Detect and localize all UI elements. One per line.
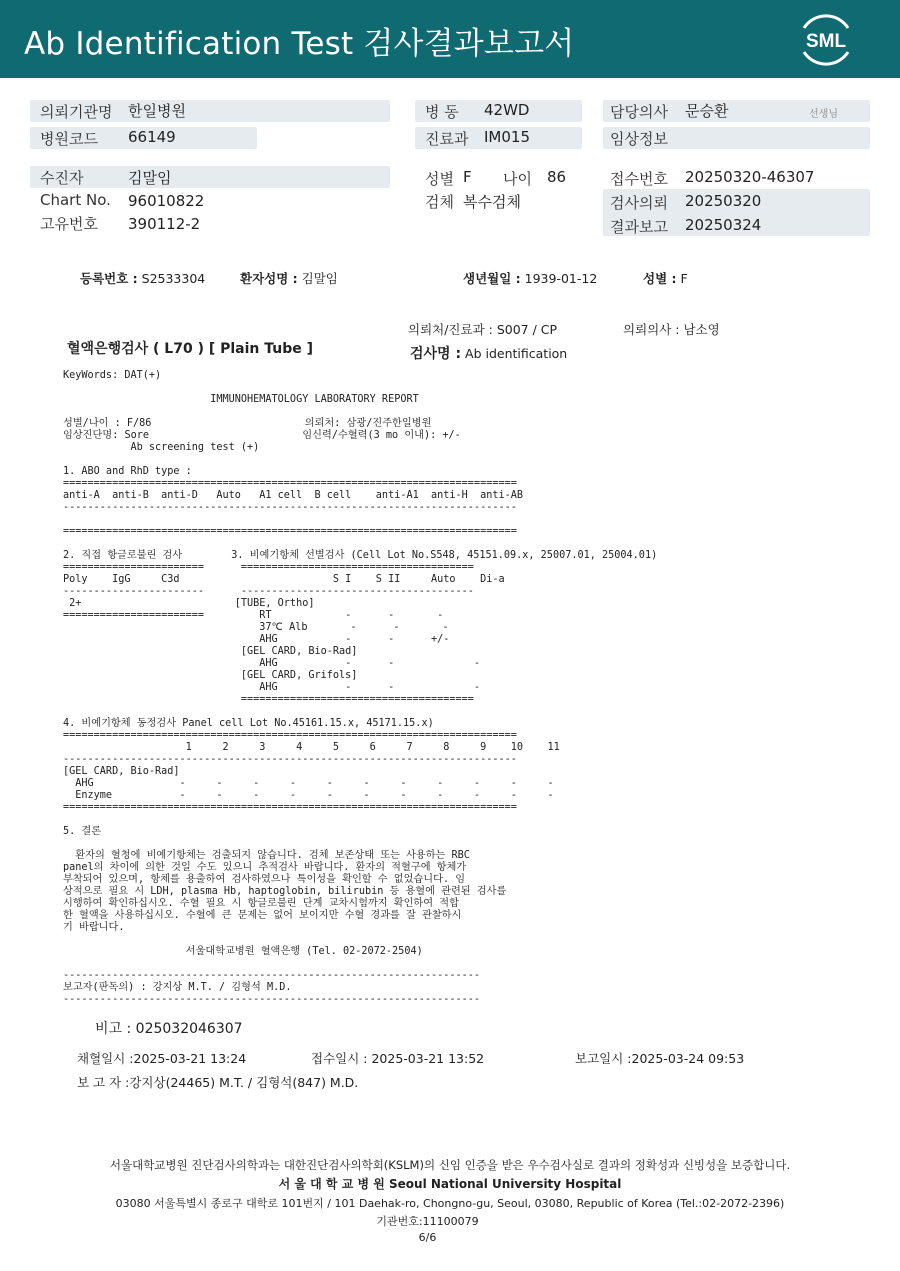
page-number: 6/6 bbox=[418, 1231, 437, 1244]
patient-value: 김말임 bbox=[128, 169, 172, 187]
report-date-label: 결과보고 bbox=[610, 218, 668, 236]
remarks-note: 비고 : 025032046307 bbox=[95, 1021, 243, 1037]
test-group: 혈액은행검사 ( L70 ) [ Plain Tube ] bbox=[67, 341, 314, 357]
referring-doctor: 의뢰의사 : 남소영 bbox=[623, 322, 720, 337]
report-date-value: 20250324 bbox=[685, 216, 762, 234]
receipt-value: 20250320-46307 bbox=[685, 168, 815, 186]
department-label: 진료과 bbox=[425, 130, 469, 148]
certification-text: 서울대학교병원 진단검사의학과는 대한진단검사의학회(KSLM)의 신임 인증을 받은 우수검사실로 결과의 정확성과 신빙성을 보증합니다. bbox=[109, 1158, 791, 1172]
hospital-code-label: 병원코드 bbox=[40, 130, 98, 148]
svg-text:SML: SML bbox=[805, 31, 847, 52]
report-title: Ab Identification Test 검사결과보고서 bbox=[24, 26, 575, 62]
specimen-value: 복수검체 bbox=[463, 193, 521, 211]
receipt-label: 접수번호 bbox=[610, 170, 668, 188]
request-label: 검사의뢰 bbox=[610, 194, 668, 212]
hospital-code-value: 66149 bbox=[128, 128, 176, 146]
patient-label: 수진자 bbox=[40, 169, 84, 187]
clinical-label: 임상정보 bbox=[610, 130, 668, 148]
request-value: 20250320 bbox=[685, 192, 762, 210]
doctor-suffix: 선생님 bbox=[809, 109, 838, 120]
sex-label: 성별 bbox=[425, 170, 454, 188]
institution-label: 의뢰기관명 bbox=[40, 103, 113, 121]
age-label: 나이 bbox=[503, 170, 532, 188]
reported-time: 보고일시 :2025-03-24 09:53 bbox=[575, 1051, 745, 1066]
doctor-value: 문승환 bbox=[685, 102, 729, 120]
sml-logo bbox=[796, 10, 856, 70]
uid-label: 고유번호 bbox=[40, 215, 98, 233]
reporter: 보 고 자 :강지상(24465) M.T. / 김형석(847) M.D. bbox=[77, 1075, 359, 1090]
institution-number: 기관번호:11100079 bbox=[376, 1215, 479, 1228]
doctor-label: 담당의사 bbox=[610, 103, 668, 121]
department-value: IM015 bbox=[484, 128, 530, 146]
registration-number: 등록번호 : S2533304 bbox=[80, 271, 206, 286]
uid-value: 390112-2 bbox=[128, 215, 201, 233]
lab-report-body: KeyWords: DAT(+) IMMUNOHEMATOLOGY LABORATORY REPORT 성별/나이 : F/86 의뢰처: 삼광/진주한일병원 임상진단명: Sore 임신력/수혈력(3 mo 이내): +/- Ab screening test (+) 1. ABO and RhD type : ========================================================================== anti-A anti-B anti-D Auto A1 cell B cell anti-A1 anti-H anti-AB -------------------------------------------------------------------------- ========================================================================== 2. 직접 항글로불린 검사 3. 비예기항체 선별검사 (Cell Lot No.S548, 45151.09.x, 25007.01, 25004.01) ======================= ====================================== Poly IgG C3d S I S II Auto Di-a ----------------------- -------------------------------------- 2+ [TUBE, Ortho] ======================= RT - - - 37℃ Alb - - - AHG - - +/- [GEL CARD, Bio-Rad] AHG - - - [GEL CARD, Grifols] AHG - - - ====================================== 4. 비예기항체 동정검사 Panel cell Lot No.45161.15.x, 45171.15.x) ========================================================================== 1 2 3 4 5 6 7 8 9 10 11 -------------------------------------------------------------------------- [GEL CARD, Bio-Rad] AHG - - - - - - - - - - - Enzyme - - - - - - - - - - - ========================================================================== 5. 결론 환자의 혈청에 비예기항체는 검출되지 않습니다. 검체 보존상태 또는 사용하는 RBC panel의 차이에 의한 것일 수도 있으니 추적검사 바랍니다. 환자의 적혈구에 항체가 부착되어 있으며, 항체를 용출하여 검사하였으나 특이성을 확인할 수 없었습니다. 임 상적으로 필요 시 LDH, plasma Hb, haptoglobin, bilirubin 등 용혈에 관련된 검사를 시행하여 확인하십시오. 수혈 필요 시 항글로불린 단계 교차시험까지 확인하여 적합 한 혈액을 사용하십시오. 수혈에 큰 문제는 없어 보이지만 수혈 경과를 잘 관찰하시 기 바랍니다. 서울대학교병원 혈액은행 (Tel. 02-2072-2504) -------------------------------------------------------------------- 보고자(판독의) : 강지상 M.T. / 김형석 M.D. -------------------------------------------------------------------- bbox=[63, 370, 658, 1005]
sex-value: F bbox=[463, 168, 472, 186]
collected-time: 채혈일시 :2025-03-21 13:24 bbox=[77, 1051, 247, 1066]
patient-name: 환자성명 : 김말임 bbox=[240, 271, 338, 286]
patient-box bbox=[30, 166, 390, 188]
chart-value: 96010822 bbox=[128, 192, 205, 210]
chart-label: Chart No. bbox=[40, 191, 111, 209]
hospital-address: 03080 서울특별시 종로구 대학로 101번지 / 101 Daehak-ro, Chongno-gu, Seoul, 03080, Republic of Korea (Tel.:02-2072-2396) bbox=[115, 1197, 785, 1210]
received-time: 접수일시 : 2025-03-21 13:52 bbox=[311, 1051, 485, 1066]
specimen-label: 검체 bbox=[425, 193, 454, 211]
hospital-name: 서 울 대 학 교 병 원 Seoul National University Hospital bbox=[278, 1177, 622, 1191]
referring-department: 의뢰처/진료과 : S007 / CP bbox=[408, 322, 558, 337]
age-value: 86 bbox=[547, 168, 567, 186]
registration-sex: 성별 : F bbox=[643, 271, 688, 286]
ward-label: 병 동 bbox=[425, 103, 459, 121]
birth-date: 생년월일 : 1939-01-12 bbox=[463, 271, 598, 286]
test-name: 검사명 : Ab identification bbox=[410, 346, 568, 362]
institution-value: 한일병원 bbox=[128, 102, 186, 120]
ward-value: 42WD bbox=[484, 101, 530, 119]
